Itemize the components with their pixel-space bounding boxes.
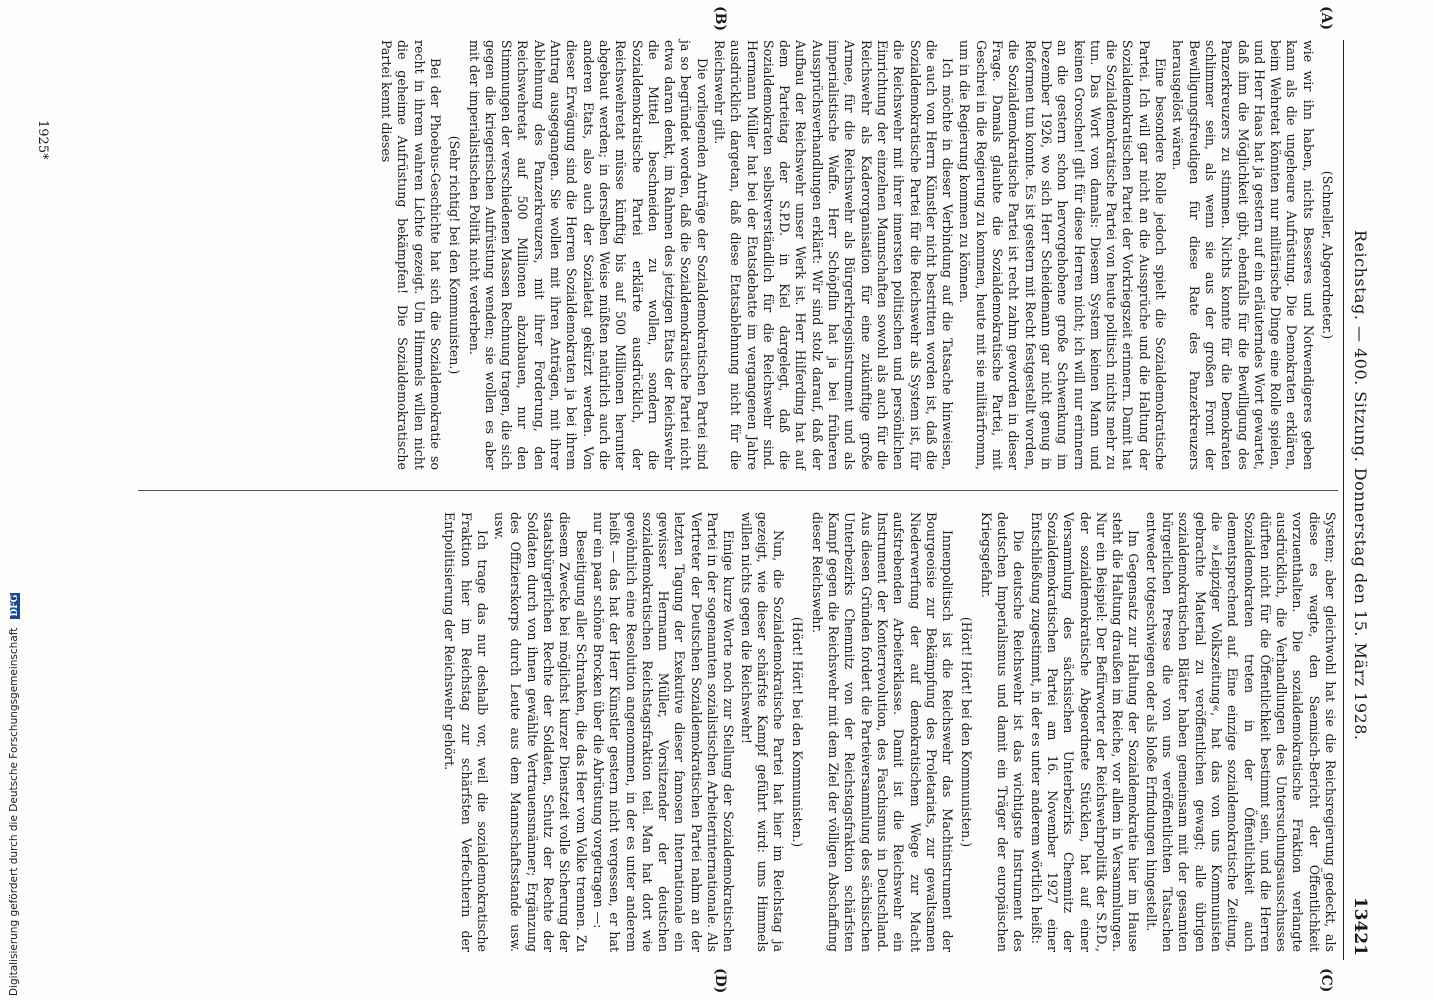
interjection: (Sehr richtig! bei den Kommunisten.) — [447, 135, 463, 375]
right-column — [440, 512, 1338, 952]
paragraph: Ich trage das nur deshalb vor, weil die sozialdemokratische Fraktion hier im Reichstag zur schärfsten Verfechterin der Entpolitisierung der Reichswehr gehört. — [442, 512, 490, 952]
quote: Innenpolitisch ist die Reichswehr das Machtinstrument der Bourgeoisie zur Bekämpfung des Proletariats, zur gewaltsamen Niederwerfung der auf demokratischem Wege zur Macht aufstrebenden Arbeiterklasse. Damit ist die Reichswehr ein Instrument der Konterrevolution, des Faschismus in Deutschland. Aus diesen Gründen fordert die Parteiversammlung des sächsischen Unterbezirks Chemnitz von der Reichstagsfraktion schärfsten Kampf gegen die Reichswehr mit dem Ziel der völligen Abschaffung dieser Reichswehr. — [809, 512, 956, 952]
interjection: (Hört! Hört! bei den Kommunisten.) — [790, 616, 806, 848]
digitization-note — [2, 593, 21, 996]
page-number: 13421 — [1350, 896, 1370, 956]
margin-marker-c: (C) — [1318, 968, 1334, 993]
paragraph: Ich möchte in dieser Verbindung auf die Tatsache hinweisen, die auch von Herrn Künstler nicht bestritten worden ist, daß die Sozialdemokratische Partei für die Reichswehr als System ist, für die Reichswehr mit ihrer innersten politischen und persönlichen Einrichtung der einzelnen Mannschaften sowohl als auch für die Reichswehr als Kaderorganisation für eine zukünftige große Armee, für die Reichswehr als Bürgerkriegsinstrument und als imperialistische Waffe. Herr Schöpflin hat ja bei früheren Aussprüchsverhandlungen erklärt: Wir sind stolz darauf, daß der Aufbau der Reichswehr unser Werk ist. Herr Hilferding hat auf dem Parteitag der S.P.D. in Kiel dargelegt, daß die Sozialdemokraten selbstverständlich für die Reichswehr sind. Hermann Müller hat bei der Etatsdebatte im vergangenen Jahre ausdrücklich dargetan, daß diese Etatsablehnung nicht für die Reichswehr gilt. — [712, 40, 956, 470]
quote: Die deutsche Reichswehr ist das wichtigste Instrument des deutschen Imperialismus und damit ein Träger der europäischen Kriegsgefahr. — [978, 512, 1027, 952]
margin-marker-d: (D) — [712, 968, 728, 994]
speaker-label: (Schneller, Abgeordneter.) — [1320, 170, 1335, 340]
interjection: (Hört! Hört! bei den Kommunisten.) — [959, 616, 975, 848]
margin-marker-a: (A) — [1318, 6, 1334, 31]
paragraph: System; aber gleichwohl hat sie die Reichsregierung gedeckt, als diese es wagte, den Saemisch-Bericht der Öffentlichkeit vorzuenthalten. Die sozialdemokratische Fraktion verlangte ausdrücklich, die Verhandlungen des Untersuchungsausschusses dürften nicht für die Öffentlichkeit bestimmt sein, und die Herren Sozialdemokraten treten in der Öffentlichkeit auch dementsprechend auf. Eine einzige sozialdemokratische Zeitung, die »Leipziger Volkszeitung«, hat das von uns Kommunisten gebrachte Material zu veröffentlichen gewagt; alle übrigen sozialdemokratischen Blätter haben gemeinsam mit der gesamten bürgerlichen Presse die von uns veröffentlichten Tatsachen entweder totgeschwiegen oder als bloße Erfindungen hingestellt. — [1143, 512, 1338, 952]
digitization-text: Digitalisierung gefördert durch die Deutsche Forschungsgemeinschaft — [8, 627, 20, 996]
paragraph: wie wir ihn haben, nichts Besseres und Notwendigeres geben kann als die ungeheure Aufrüstung. Die Demokraten erklären, beim Wehretat könnten nur militärische Dinge eine Rolle spielen, und Herr Haas hat ja gestern auf ein erläuterndes Wort gewartet, daß ihm die Möglichkeit gibt, ebenfalls für die Bewilligung des Panzerkreuzers zu stimmen. Nichts konnte für die Demokraten schlimmer sein, als wenn sie aus der großen Front der Bewilligungsfreudigen für diese Rate des Panzerkreuzers herausgelöst wären. — [1170, 40, 1316, 470]
paragraph: Bei der Phoebus-Geschichte hat sich die Sozialdemokratie so recht in ihrem wahren Lichte gezeigt. Um Himmels willen nicht die geheime Aufrüstung bekämpfen! Die Sozialdemokratische Partei kennt dieses — [379, 40, 443, 470]
header-title: Reichstag. — 400. Sitzung. Donnerstag den 15. März 1928. — [1351, 230, 1370, 741]
paragraph: Die vorliegenden Anträge der Sozialdemokratischen Partei sind ja so begründet worden, daß die Sozialdemokratische Partei nicht etwa daran denkt, im Rahmen des jetzigen Etats der Reichswehr die Mittel beschneiden zu wollen, sondern die Sozialdemokratische Partei erklärte ausdrücklich, der Reichswehretat müsse künftig bis auf 500 Millionen herunter abgebaut werden; in derselben Weise müßten natürlich auch die anderen Etats, also auch der Sozialetat gekürzt werden. Von dieser Erwägung sind die Herren Sozialdemokraten ja bei ihrem Antrag ausgegangen. Sie wollen mit ihren Anträgen, mit ihrer Ablehnung des Panzerkreuzers, mit ihrer Forderung, den Reichswehretat auf 500 Millionen abzubauen, nur den Stimmungen der verschiedenen Massen Rechnung tragen, die sich gegen die kriegerischen Aufrüstung wenden; sie wollen es aber mit der imperialistischen Politik nicht verderben. — [466, 40, 710, 470]
left-column — [377, 40, 1338, 470]
margin-marker-b: (B) — [712, 6, 728, 32]
paragraph: Im Gegensatz zur Haltung der Sozialdemokratie hier im Hause steht die Haltung draußen im Reiche, vor allem in Versammlungen. Nur ein Beispiel: Der Befürworter der Reichswehrpolitik der S.P.D., der sozialdemokratische Abgeordnete Stücklen, hat auf einer Versammlung des sächsischen Unterbezirks Chemnitz der Sozialdemokratischen Partei am 16. November 1927 einer Entschließung zugestimmt, in der es unter anderem wörtlich heißt: — [1028, 512, 1142, 952]
paragraph: Nun, die Sozialdemokratische Partei hat hier im Reichstag ja gezeigt, wie dieser schärfste Kampf geführt wird: ums Himmels willen nichts gegen die Reichswehr! — [738, 512, 787, 952]
page-header — [1343, 40, 1374, 960]
dfg-logo: DFG — [10, 594, 20, 617]
quote: Beseitigung aller Schranken, die das Heer vom Volke trennen. Zu diesem Zwecke bei möglichst kurzer Dienstzeit volle Sicherung der staatsbürgerlichen Rechte der Soldaten, Schutz der Rechte der Soldaten durch von ihnen gewählte Vertrauensmänner; Ergänzung des Offizierskorps durch Leute aus dem Mannschaftsstande usw. usw. — [492, 512, 589, 952]
sheet-signature: 1925* — [35, 120, 50, 160]
column-divider — [138, 490, 1338, 491]
paragraph: Eine besondere Rolle jedoch spielt die Sozialdemokratische Partei. Ich will gar nicht an die Aussprüche und die Haltung der Sozialdemokratischen Partei der Vorkriegszeit erinnern. Damit hat die Sozialdemokratische Partei von heute politisch nichts mehr zu tun. Das Wort von damals: Diesem System keinen Mann und keinen Groschen! gilt für diese Herren nicht; ich will nur erinnern an die gestern schon hervorgehobene große Schwenkung im Dezember 1926, wo sich Herr Scheidemann gar nicht genug in Reformen tun konnte. Es ist gestern mit Recht festgestellt worden, die Sozialdemokratische Partei ist recht zahm geworden in dieser Frage. Damals glaubte die Sozialdemokratische Partei, mit Geschrei in die Regierung zu kommen, heute mit sie militärfromm, um in die Regierung kommen zu können. — [957, 40, 1169, 470]
paragraph: Einige kurze Worte noch zur Stellung der Sozialdemokratischen Partei in der sogenannten sozialistischen Arbeiterinternationale. Als Vertreter der Deutschen Sozialdemokratischen Partei nahm an der letzten Tagung der Exekutive dieser famosen Internationale ein gewisser Hermann Müller, Vorsitzender der deutschen sozialdemokratischen Reichstagsfraktion teil. Man hat dort wie gewöhnlich eine Resolution angenommen, in der es unter anderem heißt — das hat der Herr Künstler gestern nicht vergessen, er hat nur ein paar schöne Brocken über die Abrüstung vorgetragen —: — [590, 512, 737, 952]
